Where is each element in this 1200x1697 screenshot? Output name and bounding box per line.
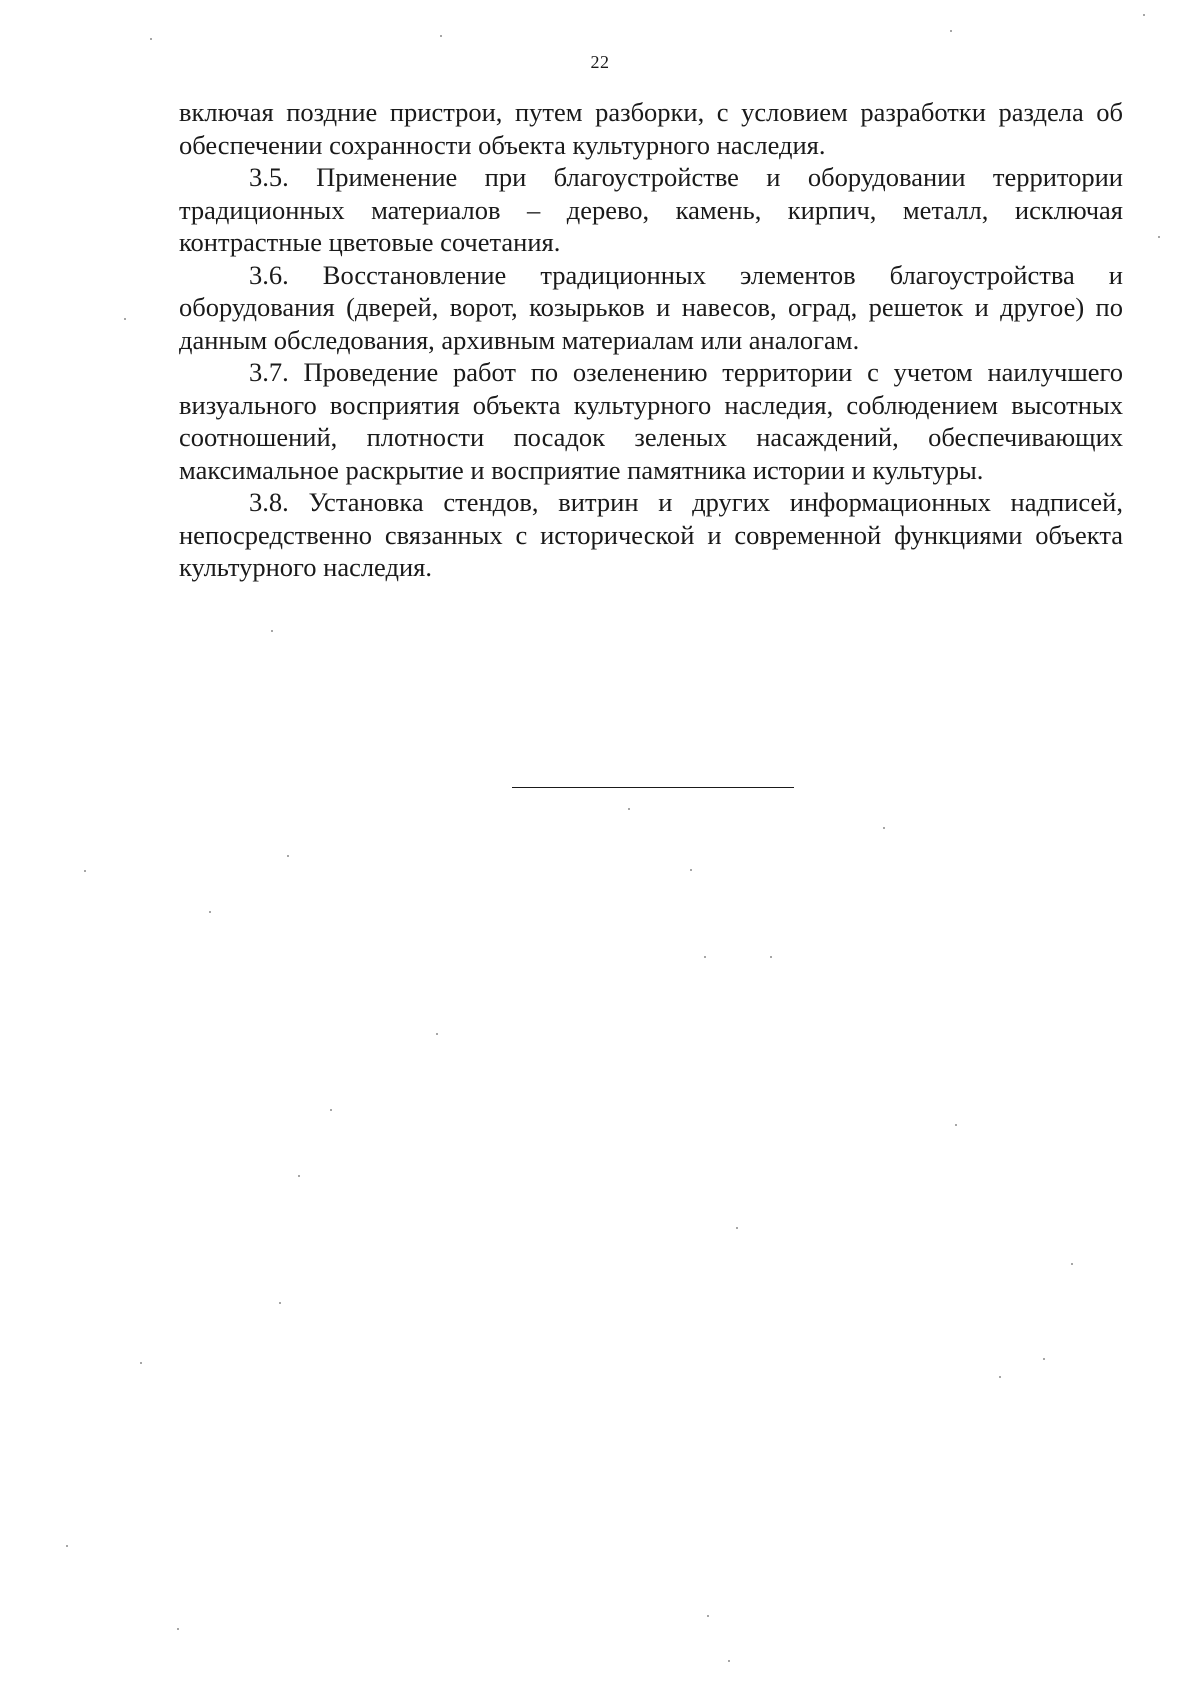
- scan-speck: [279, 1302, 281, 1304]
- scan-speck: [140, 1362, 142, 1364]
- scan-speck: [271, 630, 273, 632]
- paragraph-3-8: 3.8. Установка стендов, витрин и других информационных надписей, непосредственно связанных с исторической и современной функциями объекта культурного наследия.: [179, 487, 1123, 582]
- end-separator-line: [512, 787, 794, 788]
- paragraph-continuation: включая поздние пристрои, путем разборки, с условием разработки раздела об обеспечении сохранности объекта культурного наследия.: [179, 97, 1123, 160]
- scan-speck: [707, 1615, 709, 1617]
- scan-speck: [728, 1660, 730, 1662]
- scan-speck: [690, 869, 692, 871]
- scan-speck: [177, 1628, 179, 1630]
- scan-speck: [287, 855, 289, 857]
- paragraph-3-7: 3.7. Проведение работ по озеленению территории с учетом наилучшего визуального восприятия объекта культурного наследия, соблюдением высотных соотношений, плотности посадок зеленых насаждений, обеспечивающих максимальное раскрытие и восприятие памятника истории и культуры.: [179, 357, 1123, 485]
- scan-speck: [999, 1376, 1001, 1378]
- scan-speck: [1158, 236, 1160, 238]
- scan-speck: [736, 1227, 738, 1229]
- scan-speck: [704, 956, 706, 958]
- scan-speck: [1071, 1263, 1073, 1265]
- scan-speck: [298, 1175, 300, 1177]
- scan-speck: [124, 318, 126, 320]
- scan-speck: [436, 1033, 438, 1035]
- scan-speck: [955, 1124, 957, 1126]
- scan-speck: [1043, 1358, 1045, 1360]
- scan-speck: [330, 1109, 332, 1111]
- paragraph-3-5: 3.5. Применение при благоустройстве и оборудовании территории традиционных материалов – дерево, камень, кирпич, металл, исключая контрастные цветовые сочетания.: [179, 162, 1123, 257]
- scan-speck: [440, 35, 442, 37]
- scan-speck: [1143, 14, 1145, 16]
- scan-speck: [628, 808, 630, 810]
- scan-speck: [883, 827, 885, 829]
- scan-speck: [150, 38, 152, 40]
- scan-speck: [770, 956, 772, 958]
- scan-speck: [209, 911, 211, 913]
- scan-speck: [84, 870, 86, 872]
- paragraph-3-6: 3.6. Восстановление традиционных элементов благоустройства и оборудования (дверей, ворот, козырьков и навесов, оград, решеток и другое) по данным обследования, архивным материалам или аналогам.: [179, 259, 1123, 355]
- page-number: 22: [590, 52, 610, 72]
- scan-speck: [950, 30, 952, 32]
- document-body: [179, 96, 1123, 584]
- scan-speck: [66, 1545, 68, 1547]
